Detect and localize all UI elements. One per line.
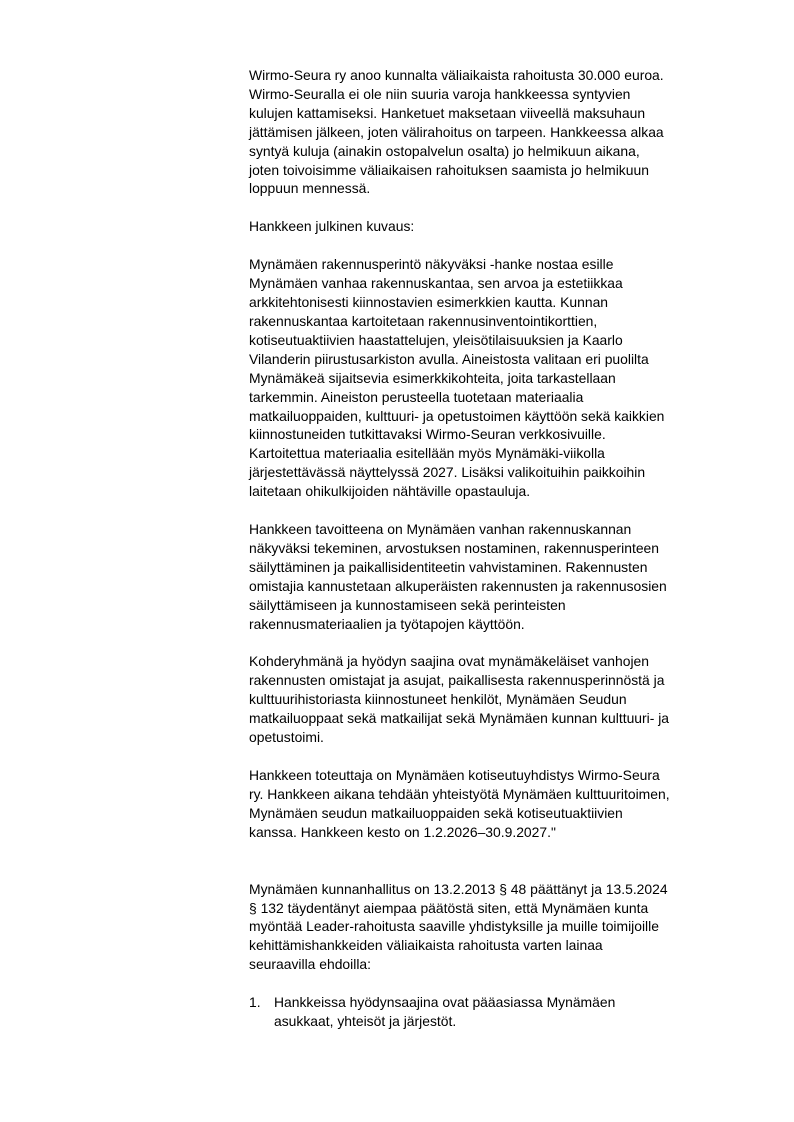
paragraph-spacer: [249, 842, 739, 880]
paragraph-spacer: [249, 633, 739, 652]
document-body: [249, 66, 739, 1031]
paragraph-spacer: [249, 747, 739, 766]
paragraph-spacer: [249, 501, 739, 520]
list-item-number: 1.: [249, 994, 261, 1011]
list-item: [249, 993, 739, 1031]
paragraph-funding-request: Wirmo-Seura ry anoo kunnalta väliaikaista rahoitusta 30.000 euroa. Wirmo-Seuralla ei ole niin suuria varoja hankkeessa syntyvien kulujen kattamiseksi. Hanketuet maksetaan viiveellä maksuhaun jättämisen jälkeen, joten välirahoitus on tarpeen. Hankkeessa alkaa syntyä kuluja (ainakin ostopalvelun osalta) jo helmikuun aikana, joten toivoisimme väliaikaisen rahoituksen saamista jo helmikuun loppuun mennessä.: [249, 67, 664, 197]
paragraph-public-description-heading: Hankkeen julkinen kuvaus:: [249, 218, 415, 235]
paragraph-spacer: [249, 198, 739, 217]
paragraph-council-decision: Mynämäen kunnanhallitus on 13.2.2013 § 48 päättänyt ja 13.5.2024 § 132 täydentänyt aiempaa päätöstä siten, että Mynämäen kunta myöntää Leader-rahoitusta saaville yhdistyksille ja muille toimijoille kehittämishankkeiden väliaikaista rahoitusta varten lainaa seuraavilla ehdoilla:: [249, 880, 668, 973]
paragraph-target-group: Kohderyhmänä ja hyödyn saajina ovat mynämäkeläiset vanhojen rakennusten omistajat ja asujat, paikallisesta rakennusperinnöstä ja kulttuurihistoriasta kiinnostuneet henkilöt, Mynämäen Seudun matkailuoppaat sekä matkailijat sekä Mynämäen kunnan kulttuuri- ja opetustoimi.: [249, 653, 670, 746]
paragraph-spacer: [249, 236, 739, 255]
paragraph-project-description: Mynämäen rakennusperintö näkyväksi -hanke nostaa esille Mynämäen vanhaa rakennuskantaa, sen arvoa ja estetiikkaa arkkitehtonisesti kiinnostavien esimerkkien kautta. Kunnan rakennuskantaa kartoitetaan rakennusinventointikorttien, kotiseutuaktiivien haastattelujen, yleisötilaisuuksien ja Kaarlo Vilanderin piirustusarkiston avulla. Aineistosta valitaan eri puolilta Mynämäkeä sijaitsevia esimerkkikohteita, joita tarkastellaan tarkemmin. Aineiston perusteella tuotetaan materiaalia matkailuoppaiden, kulttuuri- ja opetustoimen käyttöön sekä kaikkien kiinnostuneiden tutkittavaksi Wirmo-Seuran verkkosivuille. Kartoitettua materiaalia esitellään myös Mynämäki-viikolla järjestettävässä näyttelyssä 2027. Lisäksi valikoituihin paikkoihin laitetaan ohikulkijoiden nähtäville opastauluja.: [249, 256, 665, 500]
paragraph-project-goals: Hankkeen tavoitteena on Mynämäen vanhan rakennuskannan näkyväksi tekeminen, arvostuksen nostaminen, rakennusperinteen säilyttäminen ja paikallisidentiteetin vahvistaminen. Rakennusten omistajia kannustetaan alkuperäisten rakennusten ja rakennusosien säilyttämiseen ja kunnostamiseen sekä perinteisten rakennusmateriaalien ja työtapojen käyttöön.: [249, 521, 667, 632]
paragraph-project-implementer: Hankkeen toteuttaja on Mynämäen kotiseutuyhdistys Wirmo-Seura ry. Hankkeen aikana tehdään yhteistyötä Mynämäen kulttuuritoimen, Mynämäen seudun matkailuoppaiden sekä kotiseutuaktiivien kanssa. Hankkeen kesto on 1.2.2026–30.9.2027.": [249, 767, 670, 840]
paragraph-spacer: [249, 974, 739, 993]
list-item-text: Hankkeissa hyödynsaajina ovat pääasiassa Mynämäen asukkaat, yhteisöt ja järjestöt.: [274, 994, 616, 1030]
